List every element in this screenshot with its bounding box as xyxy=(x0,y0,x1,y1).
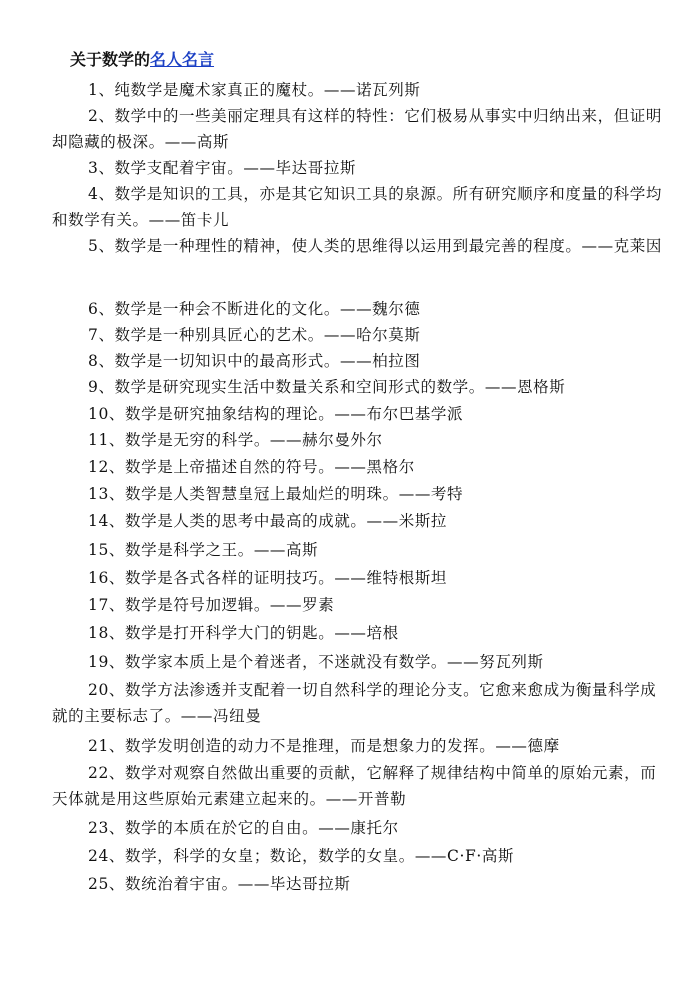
quote-item: 25、数统治着宇宙。——毕达哥拉斯 xyxy=(88,875,351,893)
quote-item: 16、数学是各式各样的证明技巧。——维特根斯坦 xyxy=(88,569,448,587)
quote-item: 3、数学支配着宇宙。——毕达哥拉斯 xyxy=(88,159,357,177)
quote-item: 20、数学方法渗透并支配着一切自然科学的理论分支。它愈来愈成为衡量科学成就的主要标志了。——冯纽曼 xyxy=(52,681,657,725)
quote-item: 7、数学是一种别具匠心的艺术。——哈尔莫斯 xyxy=(88,326,421,344)
quote-item: 14、数学是人类的思考中最高的成就。——米斯拉 xyxy=(88,512,448,530)
quote-item: 23、数学的本质在於它的自由。——康托尔 xyxy=(88,819,399,837)
quote-item: 5、数学是一种理性的精神，使人类的思维得以运用到最完善的程度。——克莱因 xyxy=(88,237,662,255)
quote-item: 21、数学发明创造的动力不是推理，而是想象力的发挥。——德摩 xyxy=(88,737,560,755)
quote-item: 13、数学是人类智慧皇冠上最灿烂的明珠。——考特 xyxy=(88,485,464,503)
title-prefix: 关于数学的 xyxy=(70,50,151,69)
quote-item: 15、数学是科学之王。——高斯 xyxy=(88,541,319,559)
title-link[interactable]: 名人名言 xyxy=(150,50,215,69)
quote-item: 17、数学是符号加逻辑。——罗素 xyxy=(88,596,335,614)
quote-item: 8、数学是一切知识中的最高形式。——柏拉图 xyxy=(88,352,421,370)
quote-item: 4、数学是知识的工具，亦是其它知识工具的泉源。所有研究顺序和度量的科学均和数学有关。——笛卡儿 xyxy=(52,185,662,229)
quote-item: 24、数学，科学的女皇；数论，数学的女皇。——C·F·高斯 xyxy=(88,847,515,865)
quote-item: 2、数学中的一些美丽定理具有这样的特性：它们极易从事实中归纳出来，但证明却隐藏的极深。——高斯 xyxy=(52,107,662,151)
quote-item: 9、数学是研究现实生活中数量关系和空间形式的数学。——恩格斯 xyxy=(88,378,566,396)
quote-item: 1、纯数学是魔术家真正的魔杖。——诺瓦列斯 xyxy=(88,81,421,99)
quote-item: 22、数学对观察自然做出重要的贡献，它解释了规律结构中简单的原始元素，而天体就是用这些原始元素建立起来的。——开普勒 xyxy=(52,764,657,808)
quote-item: 18、数学是打开科学大门的钥匙。——培根 xyxy=(88,624,399,642)
quote-item: 11、数学是无穷的科学。——赫尔曼外尔 xyxy=(88,431,383,449)
quote-item: 12、数学是上帝描述自然的符号。——黑格尔 xyxy=(88,458,415,476)
document-title xyxy=(70,50,214,70)
quote-item: 19、数学家本质上是个着迷者，不迷就没有数学。——努瓦列斯 xyxy=(88,653,544,671)
quote-item: 6、数学是一种会不断进化的文化。——魏尔德 xyxy=(88,300,421,318)
quote-item: 10、数学是研究抽象结构的理论。——布尔巴基学派 xyxy=(88,405,464,423)
